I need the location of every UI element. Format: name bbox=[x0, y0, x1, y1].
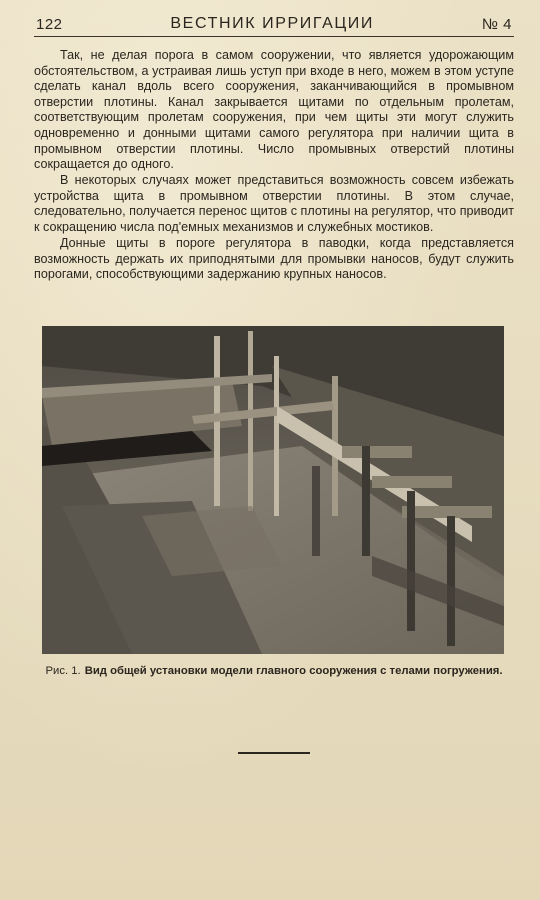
header-rule bbox=[34, 36, 514, 37]
page-number: 122 bbox=[36, 15, 63, 33]
issue-number: № 4 bbox=[481, 15, 512, 33]
figure-caption-text: Вид общей установки модели главного сооружения с телами погружения. bbox=[84, 665, 503, 677]
figure-caption bbox=[36, 664, 512, 678]
figure-photo bbox=[42, 326, 504, 654]
paragraph: Так, не делая порога в самом сооружении, что является удорожающим обстоятельством, а устраивая лишь уступ при входе в него, можем в этом уступе сделать канал вдоль всего сооружения, заканчивающийся в промывном отверстии плотины. Канал закрывается щитами по отдельным пролетам, соответствующим пролетам сооружения, при чем щиты эти могут служить одновременно и донными щитами самого регулятора при наличии щита в промывном отверстии плотины. Число промывных отверстий плотины сокращается до одного. bbox=[34, 48, 514, 172]
journal-title: ВЕСТНИК ИРРИГАЦИИ bbox=[170, 15, 375, 32]
end-rule bbox=[238, 752, 310, 754]
figure-label: Рис. 1. bbox=[45, 665, 81, 677]
paragraph: В некоторых случаях может представиться возможность совсем избежать устройства щита в промывном отверстии плотины. В этом случае, следовательно, получается перенос щитов с плотины на регулятор, что приводит к сокращению числа под'емных механизмов и служебных мостиков. bbox=[34, 173, 514, 235]
paragraph: Донные щиты в пороге регулятора в паводки, когда представляется возможность держать их приподнятыми для промывки наносов, будут служить порогами, способствующими задержанию крупных наносов. bbox=[34, 236, 514, 282]
page-header bbox=[36, 13, 512, 35]
photo-model-installation bbox=[42, 326, 504, 654]
article-body bbox=[34, 48, 514, 283]
